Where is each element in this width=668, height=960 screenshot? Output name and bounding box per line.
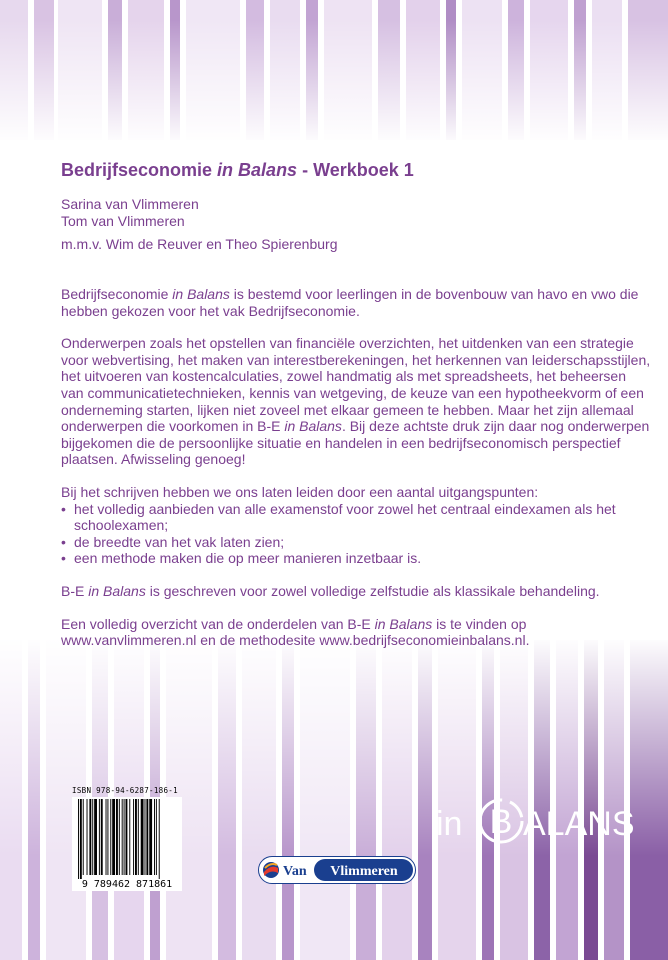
barcode-bar bbox=[126, 799, 128, 875]
list-item: • het volledig aanbieden van alle examenstof voor zowel het centraal eindexamen als het schoolexamen; bbox=[61, 501, 651, 534]
isbn-barcode bbox=[72, 786, 182, 891]
barcode-bar bbox=[146, 799, 148, 875]
barcode-bar bbox=[141, 799, 144, 875]
barcode-bar bbox=[92, 799, 93, 875]
barcode-bars bbox=[72, 797, 182, 891]
barcode-digits: 9 789462 871861 bbox=[81, 879, 173, 890]
book-title bbox=[61, 160, 414, 181]
co-authors: m.m.v. Wim de Reuver en Theo Spierenburg bbox=[61, 236, 338, 252]
barcode-bar bbox=[106, 799, 107, 875]
top-stripes bbox=[0, 0, 668, 145]
barcode-bar bbox=[159, 799, 160, 879]
paragraph-usage: B-E in Balans is geschreven voor zowel volledige zelfstudie als klassikale behandeling. bbox=[61, 582, 600, 599]
barcode-bar bbox=[119, 799, 120, 875]
barcode-bar bbox=[156, 799, 157, 875]
publisher-van: Van bbox=[283, 864, 307, 879]
logo-rest: ALANS bbox=[523, 805, 635, 843]
barcode-bar bbox=[116, 799, 118, 875]
paragraph-principles: Bij het schrijven hebben we ons laten leiden door een aantal uitgangspunten: bbox=[61, 483, 539, 500]
blurb bbox=[61, 286, 651, 665]
title-prefix: Bedrijfseconomie bbox=[61, 160, 218, 180]
paragraph-websites: Een volledig overzicht van de onderdelen van B-E in Balans is te vinden op www.vanvlimmeren.nl en de methodesite www.bedrijfseconomieinbalans.nl. bbox=[61, 615, 530, 649]
paragraph-topics: Onderwerpen zoals het opstellen van financiële overzichten, het uitdenken van een strategie voor webvertising, het maken van interestberekeningen, het herkennen van leiderschapsstijlen, het uitvoeren van kostencalculaties, zowel handmatig als met spreadsheets, het beheersen van communicatietechnieken, kennis van wetgeving, de keuze van een hypotheekvorm of een onderneming starten, lijken niet zoveel met elkaar gemeen te hebben. Maar het zijn allemaal onderwerpen die voorkomen in B-E in Balans. Bij deze achtste druk zijn daar nog onderwerpen bijgekomen die de persoonlijke situatie en handelen in een bedrijfseconomisch perspectief plaatsen. Afwisseling genoeg! bbox=[61, 335, 651, 468]
principles-list bbox=[61, 501, 651, 567]
isbn-label: ISBN 978-94-6287-186-1 bbox=[72, 786, 178, 795]
list-item: • een methode maken die op meer manieren inzetbaar is. bbox=[61, 550, 651, 567]
title-italic: in Balans bbox=[217, 160, 298, 180]
barcode-bar bbox=[135, 799, 137, 875]
barcode-bar bbox=[149, 799, 152, 875]
authors bbox=[61, 196, 199, 230]
barcode-bar bbox=[80, 799, 82, 879]
barcode-bar bbox=[78, 799, 79, 879]
logo-in: in bbox=[436, 805, 463, 843]
title-suffix: - Werkboek 1 bbox=[297, 160, 414, 180]
barcode-bar bbox=[94, 799, 97, 875]
barcode-bar bbox=[99, 799, 100, 875]
barcode-bar bbox=[138, 799, 139, 875]
publisher-logo bbox=[258, 856, 416, 884]
publisher-name: Vlimmeren bbox=[330, 864, 398, 879]
barcode-bar bbox=[89, 799, 91, 875]
barcode-bar bbox=[129, 799, 130, 875]
barcode-bar bbox=[110, 799, 111, 875]
barcode-bar bbox=[145, 799, 146, 875]
barcode-bar bbox=[124, 799, 125, 875]
barcode-bar bbox=[107, 799, 108, 875]
barcode-bar bbox=[83, 799, 84, 875]
list-item: • de breedte van het vak laten zien; bbox=[61, 534, 651, 551]
paragraph-intro: Bedrijfseconomie in Balans is bestemd voor leerlingen in de bovenbouw van havo en vwo die hebben gekozen voor het vak Bedrijfseconomie. bbox=[61, 286, 639, 319]
author-1: Sarina van Vlimmeren bbox=[61, 196, 199, 212]
barcode-bar bbox=[154, 799, 155, 875]
barcode-bar bbox=[122, 799, 123, 875]
barcode-bar bbox=[133, 799, 134, 875]
barcode-bar bbox=[112, 799, 115, 875]
logo-b: B bbox=[489, 803, 513, 841]
barcode-bar bbox=[87, 799, 88, 875]
barcode-bar bbox=[101, 799, 103, 875]
in-balans-logo bbox=[436, 796, 641, 846]
author-2: Tom van Vlimmeren bbox=[61, 213, 185, 229]
